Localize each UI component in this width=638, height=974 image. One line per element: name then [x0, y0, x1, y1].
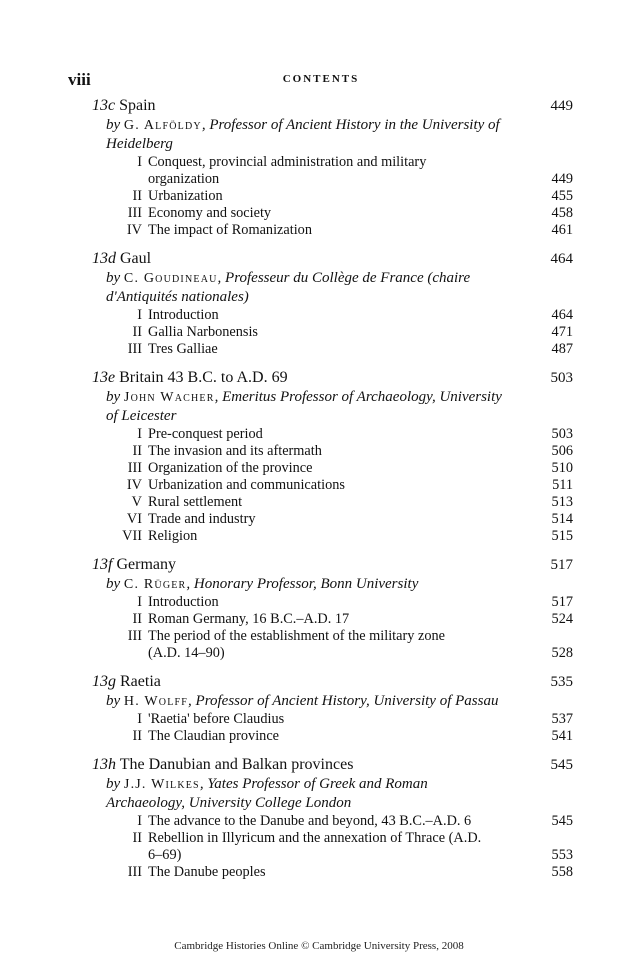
section-number: 13g	[92, 673, 116, 690]
entry-page-number: 553	[551, 847, 573, 863]
author-affiliation: , Professor of Ancient History in the University of Heidelberg	[106, 117, 500, 152]
entry-page-number: 471	[551, 324, 573, 340]
entry-roman-numeral: II	[132, 611, 142, 627]
entry-roman-numeral: VII	[122, 528, 142, 544]
toc-entry[interactable]	[92, 813, 573, 830]
byline-prefix: by	[106, 776, 121, 792]
author-name: C. Rüger	[123, 577, 187, 592]
author-name: H. Wolff	[123, 694, 189, 709]
table-of-contents	[92, 96, 573, 891]
author-byline	[106, 388, 573, 426]
entry-roman-numeral: III	[127, 628, 142, 644]
section-heading[interactable]	[92, 249, 573, 269]
section-number: 13h	[92, 756, 116, 773]
author-byline	[106, 692, 573, 711]
entry-page-number: 537	[551, 711, 573, 727]
section-title: The Danubian and Balkan provinces	[119, 756, 354, 773]
entry-roman-numeral: I	[137, 426, 142, 442]
byline-prefix: by	[106, 270, 121, 286]
entry-title: Introduction	[148, 594, 219, 610]
section-heading[interactable]	[92, 96, 573, 116]
section-heading[interactable]	[92, 555, 573, 575]
entry-page-number: 514	[551, 511, 573, 527]
toc-entry[interactable]	[92, 341, 573, 358]
toc-section	[92, 368, 573, 545]
entry-title: Organization of the province	[148, 460, 313, 476]
toc-entry[interactable]	[92, 830, 573, 847]
entry-title: The period of the establishment of the military zone	[148, 628, 445, 644]
entry-title: Introduction	[148, 307, 219, 323]
entry-page-number: 517	[551, 594, 573, 610]
section-heading[interactable]	[92, 368, 573, 388]
entry-roman-numeral: I	[137, 813, 142, 829]
author-affiliation: , Yates Professor of Greek and Roman Archaeology, University College London	[106, 776, 428, 811]
section-number: 13e	[92, 369, 116, 386]
section-page-number: 535	[550, 674, 573, 690]
entry-page-number: 541	[551, 728, 573, 744]
entry-roman-numeral: II	[132, 443, 142, 459]
author-affiliation: , Professor of Ancient History, University of Passau	[188, 693, 499, 709]
entry-roman-numeral: III	[127, 460, 142, 476]
toc-entry[interactable]	[92, 307, 573, 324]
toc-section	[92, 249, 573, 358]
toc-entry[interactable]	[92, 324, 573, 341]
toc-entry[interactable]	[92, 594, 573, 611]
entry-page-number: 513	[551, 494, 573, 510]
section-page-number: 517	[550, 557, 573, 573]
entry-roman-numeral: III	[127, 864, 142, 880]
entry-page-number: 558	[551, 864, 573, 880]
author-byline	[106, 575, 573, 594]
entry-title: Gallia Narbonensis	[148, 324, 258, 340]
author-name: John Wacher	[123, 390, 215, 405]
entry-title: 'Raetia' before Claudius	[148, 711, 285, 727]
toc-entry[interactable]	[92, 628, 573, 645]
entry-page-number: 503	[551, 426, 573, 442]
toc-entry-continuation	[92, 847, 573, 864]
entry-title-continued: organization	[148, 171, 220, 187]
toc-entry[interactable]	[92, 494, 573, 511]
byline-prefix: by	[106, 117, 121, 133]
entry-page-number: 449	[551, 171, 573, 187]
toc-entry-continuation	[92, 171, 573, 188]
running-header	[68, 70, 574, 90]
section-page-number: 503	[550, 370, 573, 386]
section-page-number: 464	[550, 251, 573, 267]
entry-page-number: 455	[551, 188, 573, 204]
toc-entry[interactable]	[92, 188, 573, 205]
toc-section	[92, 96, 573, 239]
entry-title: Roman Germany, 16 B.C.–A.D. 17	[148, 611, 350, 627]
toc-entry[interactable]	[92, 477, 573, 494]
toc-entry[interactable]	[92, 864, 573, 881]
entry-page-number: 464	[551, 307, 573, 323]
section-number: 13f	[92, 556, 113, 573]
section-title: Raetia	[120, 673, 161, 690]
byline-prefix: by	[106, 389, 121, 405]
author-byline	[106, 775, 573, 813]
entry-title: Urbanization	[148, 188, 223, 204]
entry-page-number: 528	[551, 645, 573, 661]
byline-prefix: by	[106, 576, 121, 592]
author-affiliation: , Emeritus Professor of Archaeology, University of Leicester	[106, 389, 502, 424]
entry-page-number: 458	[551, 205, 573, 221]
author-name: J.J. Wilkes	[123, 777, 200, 792]
author-affiliation: , Honorary Professor, Bonn University	[186, 576, 419, 592]
section-page-number: 449	[550, 98, 573, 114]
section-title: Spain	[119, 97, 156, 114]
toc-entry[interactable]	[92, 443, 573, 460]
section-heading[interactable]	[92, 755, 573, 775]
author-byline	[106, 269, 573, 307]
entry-roman-numeral: II	[132, 728, 142, 744]
author-byline	[106, 116, 573, 154]
toc-section	[92, 672, 573, 745]
section-page-number: 545	[550, 757, 573, 773]
entry-page-number: 487	[551, 341, 573, 357]
entry-title: Pre-conquest period	[148, 426, 263, 442]
entry-roman-numeral: I	[137, 307, 142, 323]
section-heading[interactable]	[92, 672, 573, 692]
entry-title: The Claudian province	[148, 728, 280, 744]
section-title: Gaul	[120, 250, 152, 267]
page-number: viii	[68, 70, 91, 89]
toc-entry-continuation	[92, 645, 573, 662]
entry-title: Rural settlement	[148, 494, 243, 510]
entry-title-continued: 6–69)	[148, 847, 182, 863]
section-number: 13c	[92, 97, 116, 114]
entry-page-number: 515	[551, 528, 573, 544]
entry-title: Economy and society	[148, 205, 272, 221]
toc-entry[interactable]	[92, 205, 573, 222]
toc-entry[interactable]	[92, 511, 573, 528]
toc-entry[interactable]	[92, 222, 573, 239]
toc-section	[92, 755, 573, 881]
entry-title: The advance to the Danube and beyond, 43 B.C.–A.D. 6	[148, 813, 472, 829]
entry-roman-numeral: IV	[126, 477, 142, 493]
entry-title: Urbanization and communications	[148, 477, 345, 493]
entry-roman-numeral: II	[132, 830, 142, 846]
entry-roman-numeral: I	[137, 711, 142, 727]
section-number: 13d	[92, 250, 116, 267]
entry-title: The impact of Romanization	[148, 222, 312, 238]
entry-title-continued: (A.D. 14–90)	[148, 645, 225, 661]
toc-entry[interactable]	[92, 426, 573, 443]
toc-section	[92, 555, 573, 662]
entry-roman-numeral: IV	[126, 222, 142, 238]
toc-entry[interactable]	[92, 711, 573, 728]
entry-page-number: 506	[551, 443, 573, 459]
running-title: CONTENTS	[282, 73, 360, 85]
entry-roman-numeral: V	[131, 494, 142, 510]
entry-roman-numeral: III	[127, 205, 142, 221]
author-affiliation: , Professeur du Collège de France (chaire d'Antiquités nationales)	[106, 270, 471, 305]
copyright-footer: Cambridge Histories Online © Cambridge University Press, 2008	[174, 940, 464, 952]
entry-page-number: 510	[551, 460, 573, 476]
entry-title: Trade and industry	[148, 511, 256, 527]
entry-title: Tres Galliae	[148, 341, 218, 357]
section-title: Germany	[116, 556, 176, 573]
entry-title: Conquest, provincial administration and military	[148, 154, 427, 170]
toc-entry[interactable]	[92, 154, 573, 171]
entry-title: The Danube peoples	[148, 864, 266, 880]
entry-roman-numeral: VI	[126, 511, 142, 527]
entry-title: The invasion and its aftermath	[148, 443, 322, 459]
entry-title: Rebellion in Illyricum and the annexation of Thrace (A.D.	[148, 830, 482, 846]
entry-roman-numeral: II	[132, 324, 142, 340]
author-name: G. Alföldy	[123, 118, 202, 133]
entry-roman-numeral: II	[132, 188, 142, 204]
entry-page-number: 545	[551, 813, 573, 829]
entry-roman-numeral: III	[127, 341, 142, 357]
toc-entry[interactable]	[92, 460, 573, 477]
entry-title: Religion	[148, 528, 198, 544]
toc-entry[interactable]	[92, 528, 573, 545]
toc-entry[interactable]	[92, 611, 573, 628]
author-name: C. Goudineau	[123, 271, 218, 286]
entry-page-number: 461	[551, 222, 573, 238]
entry-roman-numeral: I	[137, 594, 142, 610]
section-title: Britain 43 B.C. to A.D. 69	[119, 369, 288, 386]
entry-roman-numeral: I	[137, 154, 142, 170]
toc-entry[interactable]	[92, 728, 573, 745]
entry-page-number: 511	[552, 477, 573, 493]
entry-page-number: 524	[551, 611, 573, 627]
byline-prefix: by	[106, 693, 121, 709]
